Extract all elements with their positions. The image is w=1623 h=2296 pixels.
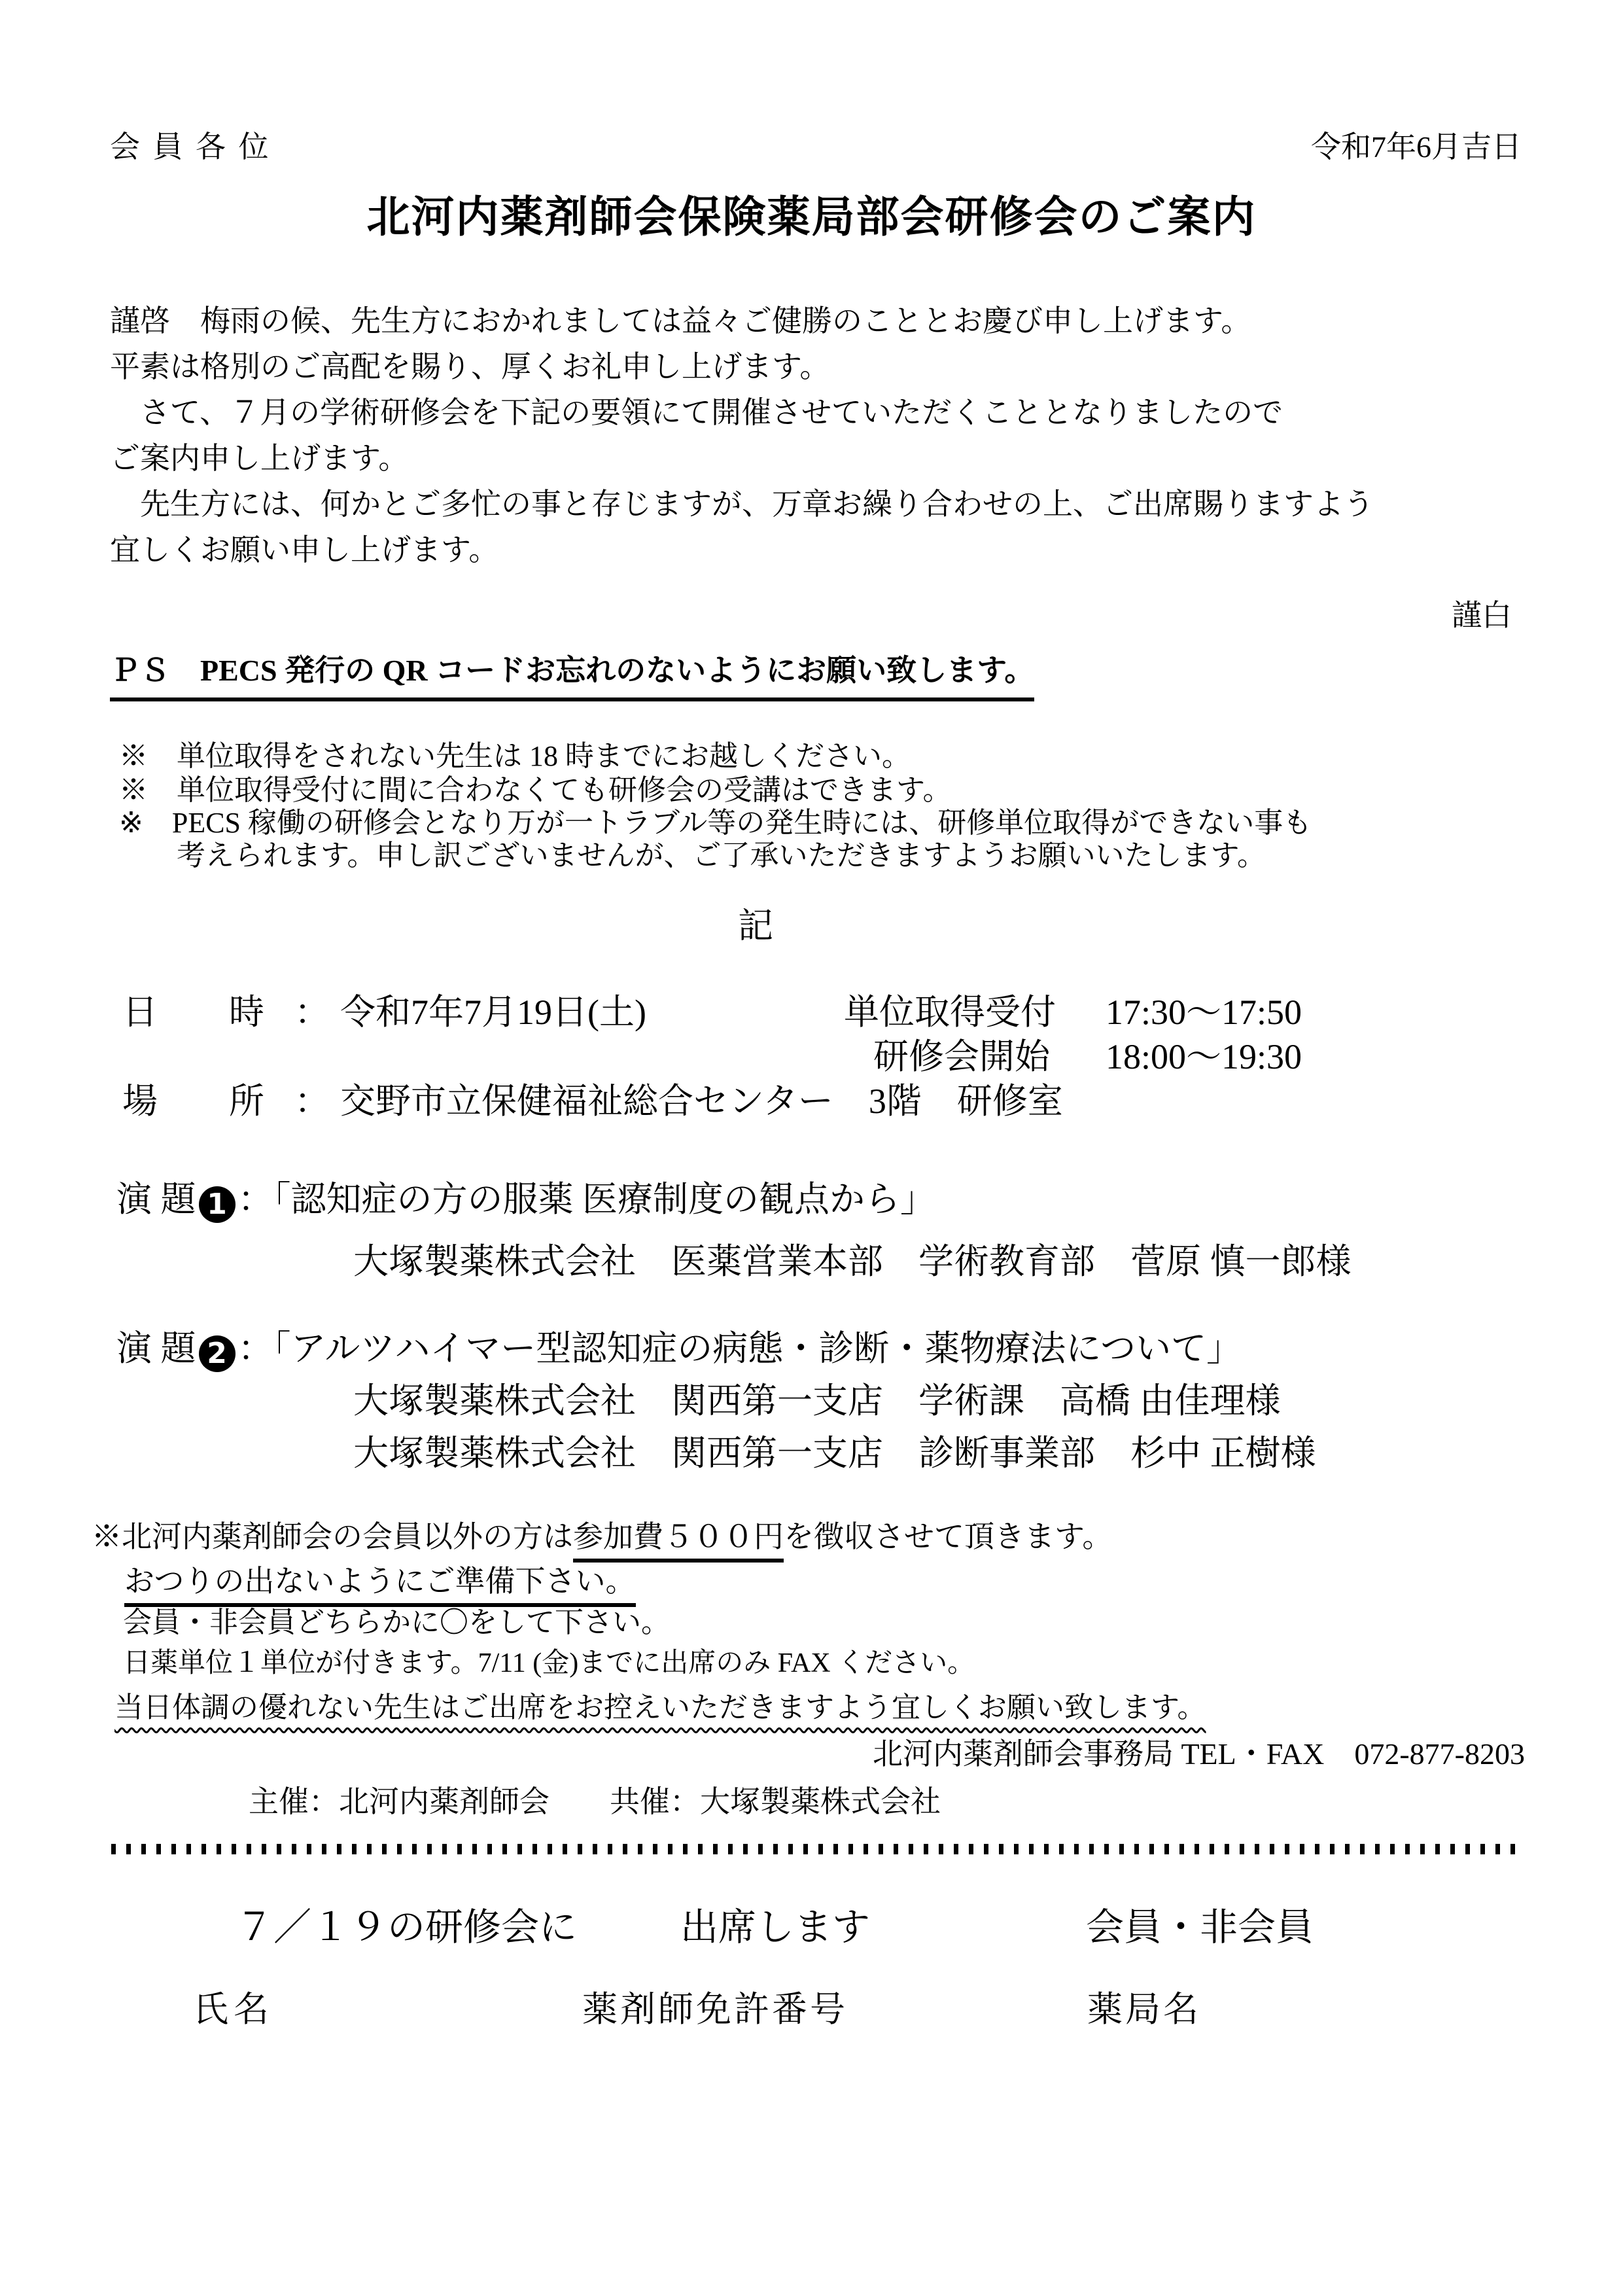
recipient-line: 会 員 各 位 [110,130,271,164]
ps-note: ＰＳ PECS 発行の QR コードお忘れのないようにお願い致します。 [110,652,1034,701]
note-item-3: ※ PECS 稼働の研修会となり万が一トラブル等の発生時には、研修単位取得ができない事も [119,807,1312,839]
schedule-colon: ： [294,993,330,1032]
reception-time: 17:30～17:50 [1106,993,1302,1032]
lecture-1-number-badge: 1 [199,1186,236,1223]
fee-amount: 参加費５００円 [573,1520,784,1563]
fee-notice-post: を徴収させて頂きます。 [784,1520,1113,1553]
note-item-1: ※ 単位取得をされない先生は 18 時までにお越しください。 [119,740,911,772]
lecture-2-colon: ： [237,1329,273,1368]
organizer-line: 主催：北河内薬剤師会 共催：大塚製薬株式会社 [249,1785,941,1818]
place-label-1: 場 [122,1082,158,1121]
form-license-number-label: 薬剤師免許番号 [582,1990,848,2029]
session-start-label: 研修会開始 [873,1037,1050,1076]
membership-circle-instruction: 会員・非会員どちらかに〇をして下さい。 [123,1606,670,1638]
schedule-time-label: 時 [229,993,264,1032]
form-attend-label: 出席します [680,1906,871,1949]
lecture-1-title: 「認知症の方の服薬 医療制度の観点から」 [273,1180,935,1219]
credit-fax-instruction: 日薬単位１単位が付きます。7/11 (金)までに出席のみ FAX ください。 [123,1648,975,1678]
health-notice [114,1689,1206,1725]
record-heading: 記 [738,906,775,945]
lecture-2-number-badge: 2 [199,1335,236,1372]
schedule-day-label: 日 [122,993,158,1032]
form-membership-choice: 会員・非会員 [1086,1906,1314,1949]
form-pharmacy-name-label: 薬局名 [1087,1990,1201,2029]
lecture-1-speaker: 大塚製薬株式会社 医薬営業本部 学術教育部 菅原 慎一郎様 [353,1242,1352,1281]
greeting-paragraph-4: ご案内申し上げます。 [110,442,409,475]
contact-tel-fax: 北河内薬剤師会事務局 TEL・FAX 072-877-8203 [872,1737,1525,1771]
lecture-label: 演 題 [116,1180,196,1219]
lecture-2-title-line [116,1327,1242,1372]
greeting-paragraph-3: さて、７月の学術研修会を下記の要領にて開催させていただくこととなりましたので [140,396,1283,429]
health-notice-text: 当日体調の優れない先生はご出席をお控えいただきますよう宜しくお願い致します。 [114,1691,1206,1723]
place-label-2: 所 [229,1082,264,1121]
greeting-paragraph-5: 先生方には、何かとご多忙の事と存じますが、万章お繰り合わせの上、ご出席賜りますよう [140,487,1374,521]
note-item-3-continuation: 考えられます。申し訳ございませんが、ご了承いただきますようお願いいたします。 [177,839,1266,872]
issue-date: 令和7年6月吉日 [1311,130,1522,164]
form-event-label: ７／１９の研修会に [236,1906,578,1949]
page-title: 北河内薬剤師会保険薬局部会研修会のご案内 [366,194,1257,241]
note-item-2: ※ 単位取得受付に間に合わなくても研修会の受講はできます。 [119,774,952,806]
session-start-time: 18:00～19:30 [1106,1037,1302,1076]
cutoff-dotted-line [111,1844,1524,1854]
lecture-2-title: 「アルツハイマー型認知症の病態・診断・薬物療法について」 [273,1329,1242,1368]
lecture-2-speaker-1: 大塚製薬株式会社 関西第一支店 学術課 高橋 由佳理様 [353,1381,1281,1421]
place-value: 交野市立保健福祉総合センター 3階 研修室 [340,1082,1063,1121]
lecture-label: 演 題 [116,1329,196,1368]
fee-notice-line [92,1518,1112,1556]
greeting-paragraph-6: 宜しくお願い申し上げます。 [110,533,499,567]
lecture-1-colon: ： [237,1180,273,1219]
lecture-1-title-line [116,1178,935,1223]
reception-label: 単位取得受付 [844,993,1056,1032]
lecture-2-speaker-2: 大塚製薬株式会社 関西第一支店 診断事業部 杉中 正樹様 [353,1434,1316,1473]
place-colon: ： [294,1082,330,1121]
greeting-paragraph-2: 平素は格別のご高配を賜り、厚くお礼申し上げます。 [110,350,830,383]
fee-notice-pre: ※北河内薬剤師会の会員以外の方は [92,1520,573,1553]
exact-change-text: おつりの出ないようにご準備下さい。 [124,1564,636,1607]
form-name-label: 氏名 [193,1990,274,2029]
closing-word: 謹白 [1452,599,1512,632]
exact-change-notice [124,1563,636,1600]
greeting-paragraph-1: 謹啓 梅雨の候、先生方におかれましては益々ご健勝のこととお慶び申し上げます。 [110,304,1251,338]
schedule-date: 令和7年7月19日(土) [340,993,646,1032]
